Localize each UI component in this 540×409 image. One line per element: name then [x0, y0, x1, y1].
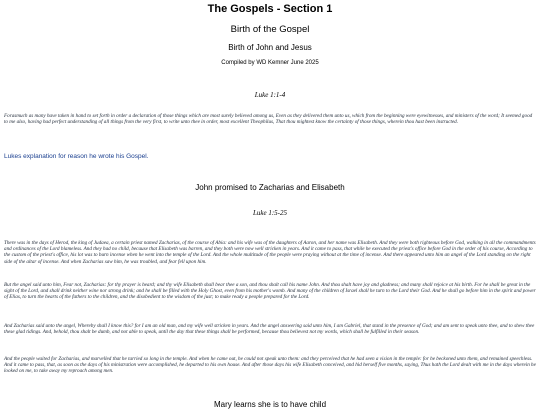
page-title: The Gospels - Section 1 — [207, 3, 333, 15]
section-heading: John promised to Zacharias and Elisabeth — [195, 183, 345, 192]
scripture-paragraph: And Zacharias said unto the angel, Whereby shall I know this? for I am an old man, and my wife well stricken in years. And the angel answering said unto him, I am Gabriel, that stand in the presence of God; and am sent to speak unto thee, and to shew thee these glad tidings. And, behold, thou shalt be dumb, and not able to speak, until the day that these things shall be performed, because thou believest not my words, which shall be fulfilled in their season. — [4, 323, 535, 336]
scripture-paragraph: But the angel said unto him, Fear not, Zacharias: for thy prayer is heard; and thy wife Elisabeth shall bear thee a son, and thou shalt call his name John. And thou shalt have joy and gladness; and many shall rejoice at his birth. For he shall be great in the sight of the Lord, and shall drink neither wine nor strong drink; and he shall be filled with the Holy Ghost, even from his mother's womb. And many of the children of Israel shall he turn to the Lord their God. And he shall go before him in the spirit and power of Elias, to turn the hearts of the fathers to the children, and the disobedient to the wisdom of the just; to make ready a people prepared for the Lord. — [4, 282, 536, 301]
scripture-paragraph: Forasmuch as many have taken in hand to set forth in order a declaration of those things which are most surely believed among us, Even as they delivered them unto us, which from the beginning were eyewitnesses, and ministers of the word; It seemed good to me also, having had perfect understanding of all things from the very first, to write unto thee in order, most excellent Theophilus, That thou mightest know the certainty of those things, wherein thou hast been instructed. — [4, 113, 533, 126]
scripture-reference: Luke 1:1-4 — [254, 91, 286, 99]
scripture-reference: Luke 1:5-25 — [252, 209, 288, 217]
commentary-note: Lukes explanation for reason he wrote his Gospel. — [4, 153, 149, 160]
scripture-paragraph: There was in the days of Herod, the king of Judaea, a certain priest named Zacharias, of the course of Abia: and his wife was of the daughters of Aaron, and her name was Elisabeth. And they were both righteous before God, walking in all the commandments and ordinances of the Lord blameless. And they had no child, because that Elisabeth was barren, and they both were now well stricken in years. And it came to pass, that while he executed the priest's office before God in the order of his course, According to the custom of the priest's office, his lot was to burn incense when he went into the temple of the Lord. And the whole multitude of the people were praying without at the time of incense. And there appeared unto him an angel of the Lord standing on the right side of the altar of incense. And when Zacharias saw him, he was troubled, and fear fell upon him. — [4, 240, 536, 265]
page-subtitle: Birth of the Gospel — [230, 24, 310, 35]
compiled-by-line: Compiled by WD Kemner June 2025 — [221, 60, 319, 66]
page-subtitle-secondary: Birth of John and Jesus — [228, 43, 312, 52]
scripture-paragraph: And the people waited for Zacharias, and marvelled that he tarried so long in the temple. And when he came out, he could not speak unto them: and they perceived that he had seen a vision in the temple: for he beckoned unto them, and remained speechless. And it came to pass, that, as soon as the days of his ministration were accomplished, he departed to his own house. And after those days his wife Elisabeth conceived, and hid herself five months, saying, Thus hath the Lord dealt with me in the days wherein he looked on me, to take away my reproach among men. — [4, 356, 536, 375]
next-section-heading: Mary learns she is to have child — [213, 400, 327, 409]
